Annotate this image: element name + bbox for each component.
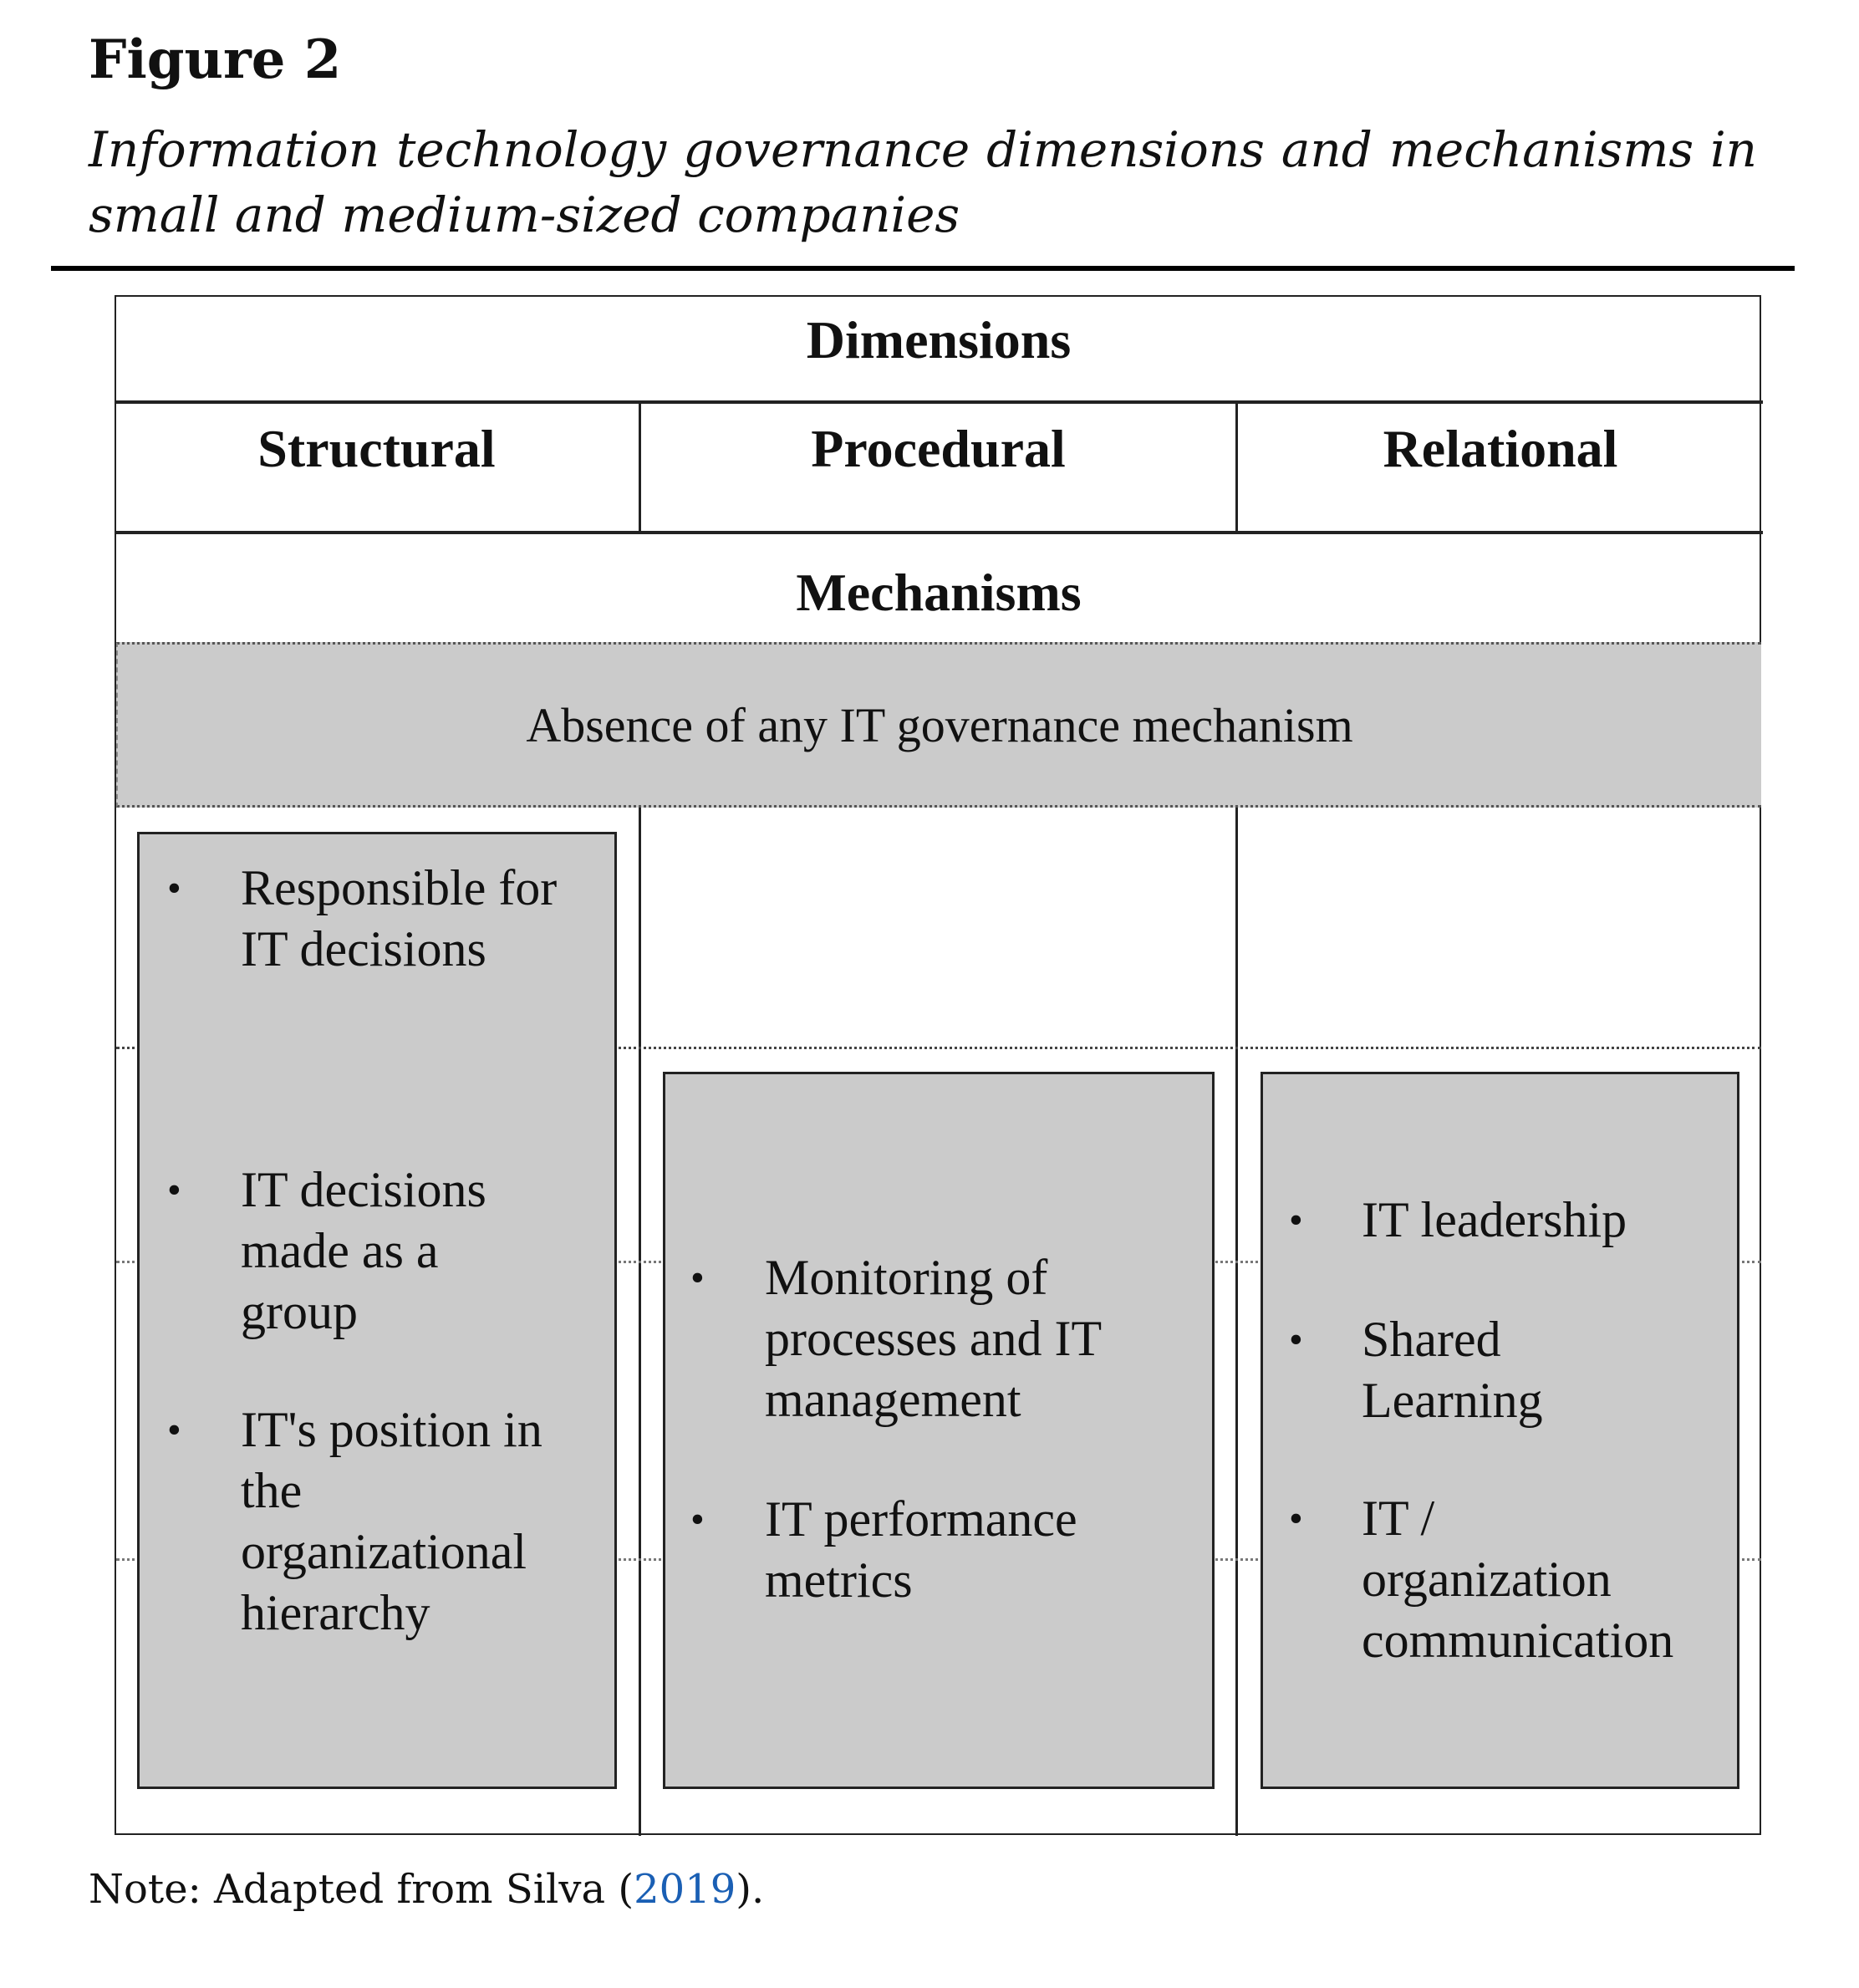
divider bbox=[115, 400, 1763, 404]
column-header-structural: Structural bbox=[257, 419, 496, 478]
bullet-icon: • bbox=[690, 1256, 705, 1300]
column-divider bbox=[639, 808, 641, 1836]
bullet-icon: • bbox=[167, 866, 181, 910]
absence-row bbox=[116, 642, 1761, 808]
note-suffix: ). bbox=[736, 1866, 765, 1913]
relational-item: IT / organization communication bbox=[1362, 1491, 1674, 1668]
dimensions-header: Dimensions bbox=[806, 310, 1072, 370]
note-text: Note: Adapted from Silva ( bbox=[89, 1866, 634, 1913]
citation-link[interactable]: 2019 bbox=[634, 1866, 736, 1913]
procedural-mechanisms-box bbox=[663, 1072, 1215, 1789]
caption-rule bbox=[51, 266, 1795, 271]
bullet-icon: • bbox=[1289, 1496, 1303, 1541]
procedural-item: IT performance metrics bbox=[765, 1491, 1077, 1608]
structural-item: IT's position in the organizational hierarchy bbox=[241, 1402, 542, 1640]
column-header-relational: Relational bbox=[1383, 419, 1618, 478]
divider bbox=[115, 531, 1763, 534]
structural-item: Responsible for IT decisions bbox=[241, 860, 558, 976]
bullet-icon: • bbox=[1289, 1198, 1303, 1242]
bullet-icon: • bbox=[167, 1168, 181, 1212]
mechanisms-header: Mechanisms bbox=[796, 563, 1082, 622]
figure-caption: Information technology governance dimensions and mechanisms in small and medium-sized companies bbox=[89, 121, 1757, 243]
absence-text: Absence of any IT governance mechanism bbox=[526, 697, 1353, 752]
figure-label: Figure 2 bbox=[89, 28, 342, 91]
bullet-icon: • bbox=[1289, 1318, 1303, 1362]
column-divider bbox=[1235, 808, 1238, 1836]
procedural-item: Monitoring of processes and IT management bbox=[765, 1250, 1103, 1427]
bullet-icon: • bbox=[690, 1497, 705, 1542]
bullet-icon: • bbox=[167, 1408, 181, 1452]
figure-note bbox=[89, 1866, 764, 1913]
relational-item: IT leadership bbox=[1362, 1192, 1627, 1247]
structural-item: IT decisions made as a group bbox=[241, 1162, 486, 1339]
relational-item: Shared Learning bbox=[1362, 1312, 1543, 1428]
column-header-procedural: Procedural bbox=[811, 419, 1066, 478]
